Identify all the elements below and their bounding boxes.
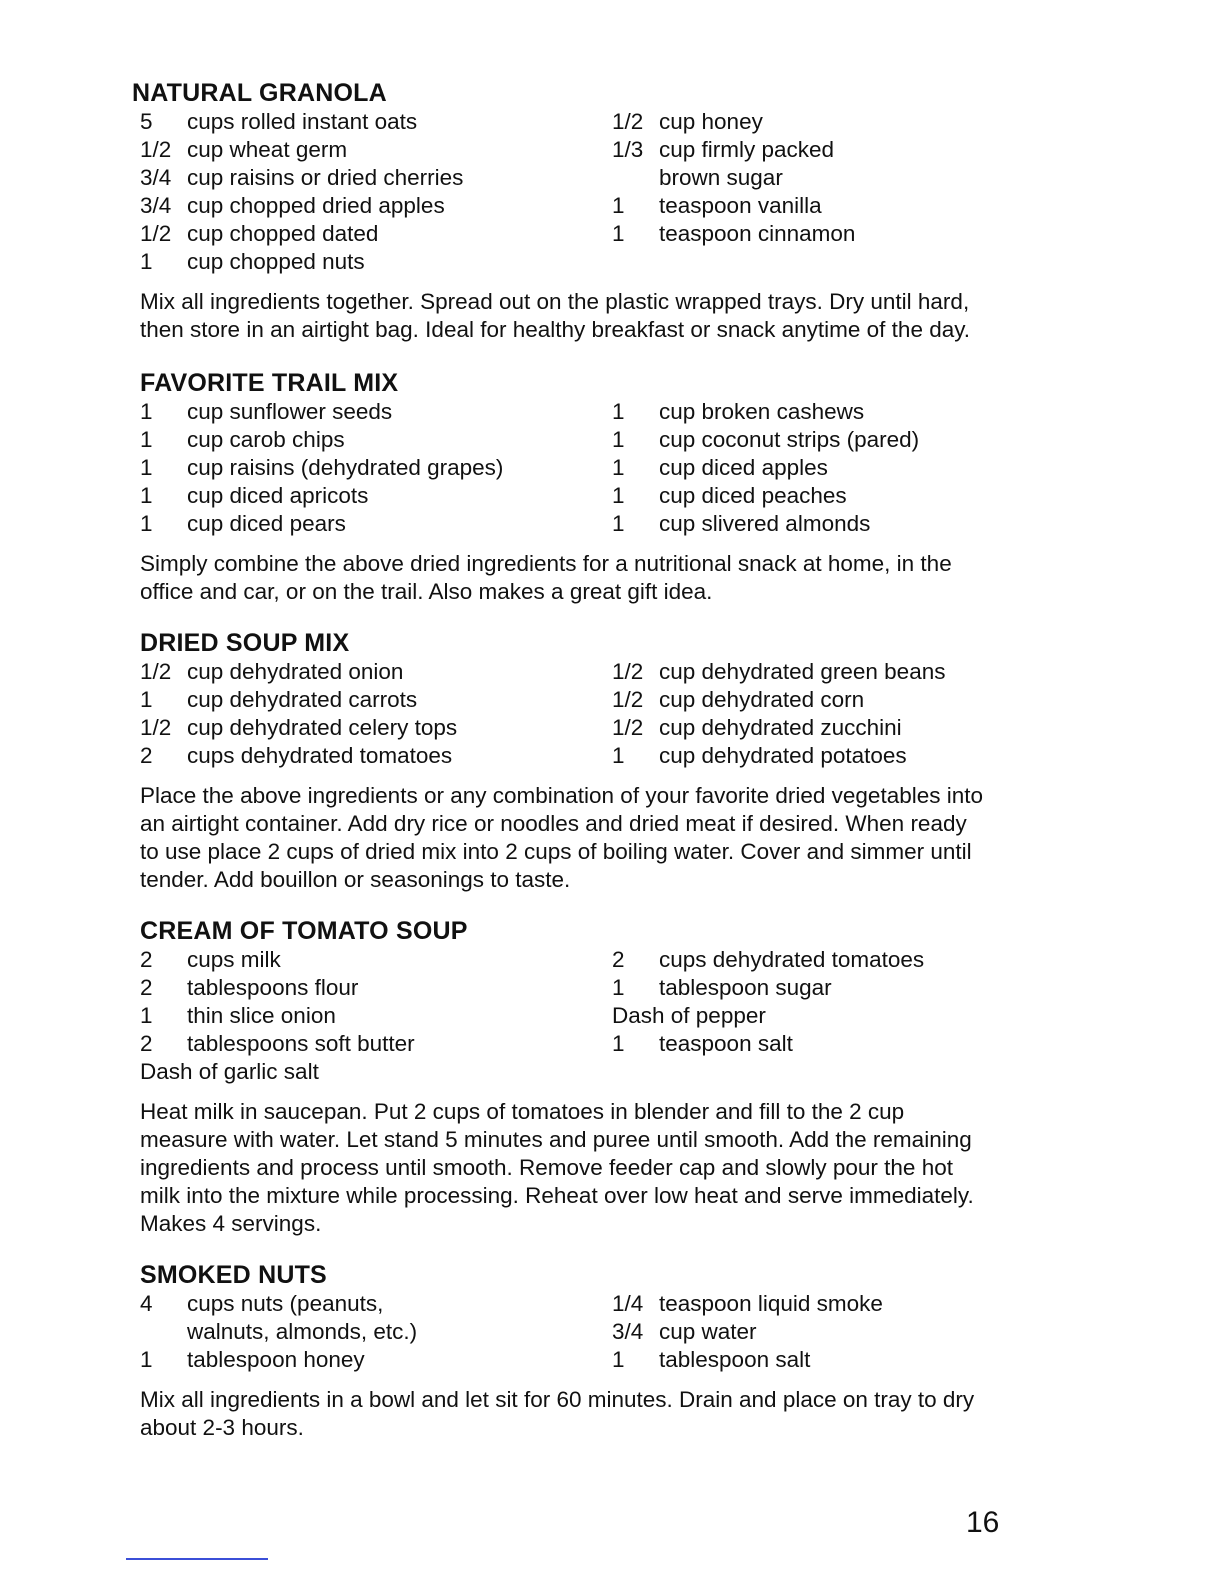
ingredient-row: [612, 220, 1010, 248]
ingredient-row: [612, 136, 1010, 164]
ingredient-qty: 1/2: [140, 659, 172, 684]
ingredient-item: Dash of pepper: [612, 1003, 766, 1028]
ingredient-qty: 2: [140, 975, 153, 1000]
ingredient-item: cup broken cashews: [659, 399, 865, 424]
ingredient-qty: 1: [612, 1347, 625, 1372]
ingredient-item: cup dehydrated potatoes: [659, 743, 907, 768]
ingredient-item: cups rolled instant oats: [187, 109, 418, 134]
ingredient-item: cup coconut strips (pared): [659, 427, 920, 452]
ingredient-item: cup dehydrated green beans: [659, 659, 946, 684]
ingredient-qty: 2: [612, 947, 625, 972]
ingredient-row: [612, 946, 1010, 974]
ingredients-left: [140, 946, 612, 1086]
ingredient-columns: [140, 398, 1010, 538]
ingredient-row: [612, 658, 1010, 686]
recipe-title: NATURAL GRANOLA: [132, 79, 387, 107]
recipe-title: FAVORITE TRAIL MIX: [140, 369, 399, 397]
recipe-natural-granola: [132, 78, 1010, 344]
ingredient-item: Dash of garlic salt: [140, 1059, 319, 1084]
recipe-instructions: Heat milk in saucepan. Put 2 cups of tomatoes in blender and fill to the 2 cup measure with water. Let stand 5 minutes and puree until smooth. Add the remaining ingredients and process until smooth. Remove feeder cap and slowly pour the hot milk into the mixture while processing. Reheat over low heat and serve immediately. Makes 4 servings.: [140, 1099, 974, 1236]
ingredient-row: [140, 658, 612, 686]
ingredient-item: tablespoons flour: [187, 975, 359, 1000]
ingredient-columns: [140, 1290, 1010, 1374]
ingredient-row: [612, 1030, 1010, 1058]
ingredient-item: teaspoon vanilla: [659, 193, 822, 218]
ingredient-item: cup water: [659, 1319, 757, 1344]
ingredient-row: [140, 1346, 612, 1374]
ingredient-item: cup dehydrated onion: [187, 659, 404, 684]
ingredient-item: thin slice onion: [187, 1003, 336, 1028]
ingredient-qty: 1: [140, 399, 153, 424]
recipe-smoked-nuts: [140, 1260, 1010, 1442]
recipe-instructions: Mix all ingredients together. Spread out on the plastic wrapped trays. Dry until hard, then store in an airtight bag. Ideal for healthy breakfast or snack anytime of the day.: [140, 289, 971, 342]
recipe-title: DRIED SOUP MIX: [140, 629, 350, 657]
ingredient-qty: 1: [140, 1003, 153, 1028]
ingredient-item: cup honey: [659, 109, 763, 134]
ingredient-item: teaspoon liquid smoke: [659, 1291, 883, 1316]
ingredient-row: [140, 454, 612, 482]
ingredient-row: [612, 686, 1010, 714]
ingredient-row: [612, 482, 1010, 510]
ingredient-row: [140, 426, 612, 454]
ingredient-item: cup firmly packed: [659, 137, 835, 162]
ingredient-columns: [140, 946, 1010, 1086]
ingredient-qty: 1: [612, 193, 625, 218]
ingredient-item: cup diced apples: [659, 455, 828, 480]
ingredient-item: cup wheat germ: [187, 137, 348, 162]
ingredients-right: [612, 658, 1010, 770]
ingredient-qty: 1/2: [612, 687, 644, 712]
ingredient-row: [140, 398, 612, 426]
ingredients-left: [140, 658, 612, 770]
ingredient-row: [612, 714, 1010, 742]
ingredient-row: [612, 1346, 1010, 1374]
ingredient-qty: 1: [140, 483, 153, 508]
ingredient-row: [612, 1290, 1010, 1318]
ingredient-row: [612, 510, 1010, 538]
ingredient-qty: 1: [140, 455, 153, 480]
ingredient-row-continued: [612, 164, 1010, 192]
ingredient-row: [612, 454, 1010, 482]
ingredient-item: tablespoon salt: [659, 1347, 811, 1372]
ingredient-qty: 1/2: [140, 221, 172, 246]
ingredient-qty: 1/2: [612, 715, 644, 740]
ingredient-qty: 5: [140, 109, 153, 134]
ingredients-right: [612, 108, 1010, 276]
ingredient-row: [140, 714, 612, 742]
decorative-rule: [126, 1558, 268, 1560]
ingredient-item: cup dehydrated carrots: [187, 687, 418, 712]
ingredient-qty: 1: [612, 511, 625, 536]
ingredient-qty: 1: [612, 399, 625, 424]
page-number: 16: [966, 1506, 1000, 1539]
ingredient-qty: 1: [140, 1347, 153, 1372]
ingredient-item: cup diced apricots: [187, 483, 369, 508]
ingredient-item: cup dehydrated celery tops: [187, 715, 458, 740]
recipe-page: [132, 78, 1010, 1464]
ingredient-qty: 1: [612, 1031, 625, 1056]
ingredient-row: [140, 946, 612, 974]
ingredient-item: teaspoon salt: [659, 1031, 793, 1056]
ingredient-row: [140, 1002, 612, 1030]
ingredient-qty: 3/4: [612, 1319, 644, 1344]
ingredient-row: [612, 742, 1010, 770]
ingredient-row: [140, 248, 612, 276]
recipe-instructions: Mix all ingredients in a bowl and let sit for 60 minutes. Drain and place on tray to dry about 2-3 hours.: [140, 1387, 975, 1440]
ingredient-item: cups dehydrated tomatoes: [187, 743, 453, 768]
ingredient-qty: 2: [140, 1031, 153, 1056]
ingredient-row: [140, 686, 612, 714]
ingredient-row: [140, 482, 612, 510]
recipe-instructions: Simply combine the above dried ingredients for a nutritional snack at home, in the office and car, or on the trail. Also makes a great gift idea.: [140, 551, 952, 604]
ingredients-left: [140, 398, 612, 538]
ingredient-item: cup chopped dried apples: [187, 193, 445, 218]
ingredient-row: [612, 398, 1010, 426]
ingredient-item: cups dehydrated tomatoes: [659, 947, 925, 972]
ingredient-row-full: [612, 1002, 1010, 1030]
ingredient-row: [140, 1290, 612, 1318]
ingredient-qty: 1: [612, 455, 625, 480]
ingredient-row-full: [140, 1058, 612, 1086]
ingredient-row: [140, 108, 612, 136]
ingredient-qty: 2: [140, 743, 153, 768]
recipe-cream-of-tomato-soup: [140, 916, 1010, 1238]
ingredient-item: tablespoons soft butter: [187, 1031, 415, 1056]
ingredient-qty: 1: [612, 427, 625, 452]
ingredient-row: [140, 220, 612, 248]
ingredient-item: walnuts, almonds, etc.): [187, 1319, 418, 1344]
ingredient-columns: [140, 108, 1010, 276]
ingredient-qty: 4: [140, 1291, 153, 1316]
recipe-favorite-trail-mix: [140, 368, 1010, 606]
ingredient-row: [140, 136, 612, 164]
recipe-title: SMOKED NUTS: [140, 1261, 327, 1289]
ingredient-row: [612, 974, 1010, 1002]
ingredient-qty: 1: [612, 975, 625, 1000]
ingredient-item: cup dehydrated corn: [659, 687, 865, 712]
ingredient-qty: 1: [140, 249, 153, 274]
ingredient-row: [140, 1030, 612, 1058]
ingredients-right: [612, 946, 1010, 1086]
ingredient-qty: 1/2: [612, 109, 644, 134]
ingredients-right: [612, 1290, 1010, 1374]
ingredient-qty: 1: [612, 221, 625, 246]
ingredient-qty: 1: [140, 511, 153, 536]
ingredient-qty: 1: [140, 427, 153, 452]
ingredient-qty: 2: [140, 947, 153, 972]
ingredients-left: [140, 1290, 612, 1374]
ingredient-item: cup dehydrated zucchini: [659, 715, 902, 740]
ingredient-item: cups milk: [187, 947, 281, 972]
ingredient-item: cups nuts (peanuts,: [187, 1291, 384, 1316]
ingredient-item: cup sunflower seeds: [187, 399, 393, 424]
ingredient-item: cup diced peaches: [659, 483, 847, 508]
ingredient-item: cup chopped nuts: [187, 249, 365, 274]
ingredient-item: cup chopped dated: [187, 221, 379, 246]
ingredient-row: [140, 192, 612, 220]
ingredient-item: cup slivered almonds: [659, 511, 871, 536]
ingredient-row: [612, 108, 1010, 136]
ingredient-qty: 1: [140, 687, 153, 712]
ingredient-qty: 1/2: [612, 659, 644, 684]
ingredient-qty: 1/4: [612, 1291, 644, 1316]
recipe-dried-soup-mix: [140, 628, 1010, 894]
ingredient-qty: 1/2: [140, 715, 172, 740]
ingredient-qty: 1/3: [612, 137, 644, 162]
ingredient-columns: [140, 658, 1010, 770]
ingredient-item: tablespoon honey: [187, 1347, 365, 1372]
ingredients-right: [612, 398, 1010, 538]
recipe-instructions: Place the above ingredients or any combination of your favorite dried vegetables into an airtight container. Add dry rice or noodles and dried meat if desired. When ready to use place 2 cups of dried mix into 2 cups of boiling water. Cover and simmer until tender. Add bouillon or seasonings to taste.: [140, 783, 984, 892]
ingredient-row: [140, 974, 612, 1002]
ingredient-row: [612, 426, 1010, 454]
ingredient-qty: 1: [612, 483, 625, 508]
recipe-title: CREAM OF TOMATO SOUP: [140, 917, 468, 945]
ingredients-left: [140, 108, 612, 276]
ingredient-item: teaspoon cinnamon: [659, 221, 856, 246]
ingredient-row-continued: [140, 1318, 612, 1346]
ingredient-row: [140, 164, 612, 192]
ingredient-qty: 1/2: [140, 137, 172, 162]
ingredient-row: [140, 510, 612, 538]
ingredient-row: [612, 192, 1010, 220]
ingredient-row: [612, 1318, 1010, 1346]
ingredient-item: brown sugar: [659, 165, 783, 190]
ingredient-item: cup raisins (dehydrated grapes): [187, 455, 504, 480]
ingredient-item: cup carob chips: [187, 427, 345, 452]
ingredient-qty: 3/4: [140, 193, 172, 218]
ingredient-qty: 3/4: [140, 165, 172, 190]
ingredient-row: [140, 742, 612, 770]
ingredient-item: cup raisins or dried cherries: [187, 165, 464, 190]
ingredient-qty: 1: [612, 743, 625, 768]
ingredient-item: tablespoon sugar: [659, 975, 832, 1000]
ingredient-item: cup diced pears: [187, 511, 346, 536]
